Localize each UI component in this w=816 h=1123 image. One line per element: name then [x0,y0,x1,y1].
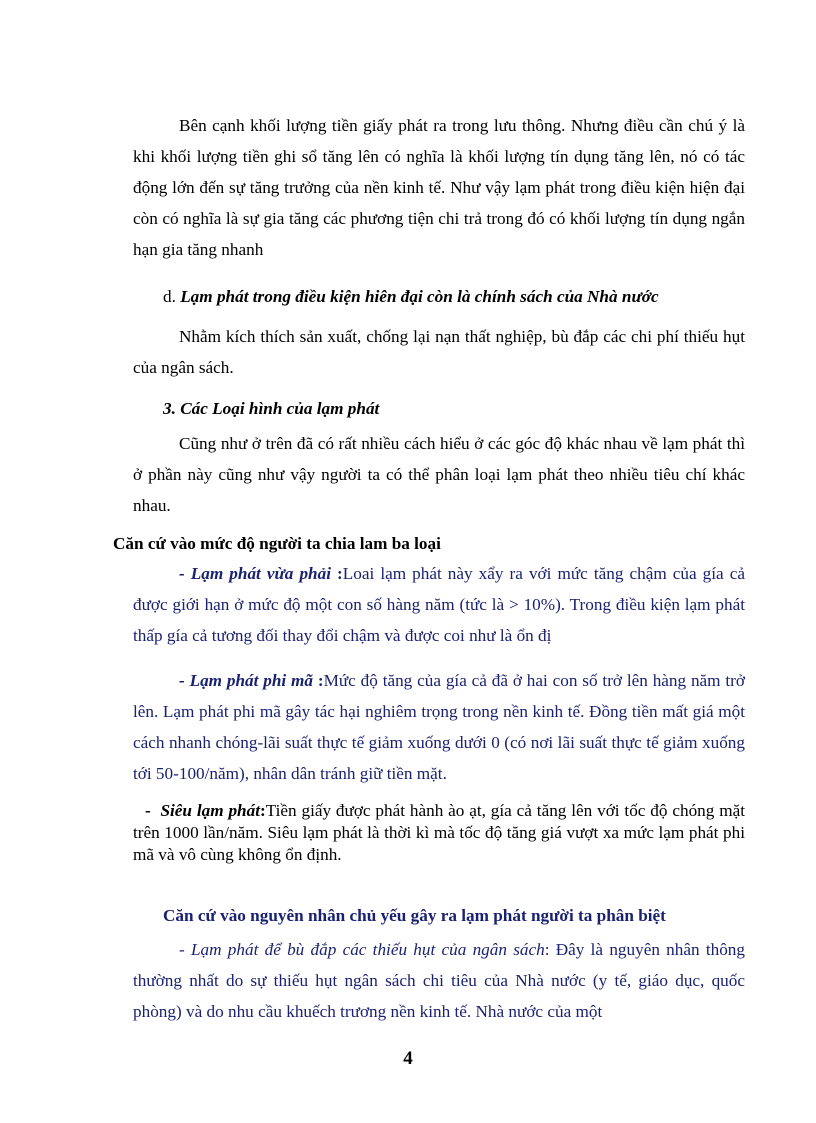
heading-section-d-prefix: d. [163,287,181,306]
heading-section-3 [163,393,745,424]
heading-section-d-title: Lạm phát trong điều kiện hiên đại còn là chính sách của Nhà nước [180,287,659,306]
paragraph-intro [133,110,745,265]
item-hyperinflation-sep: : [259,801,266,820]
item-hyperinflation-text: Tiền giấy được phát hành ào ạt, gía cả tăng lên với tốc độ chóng mặt trên 1000 lần/năm. Siêu lạm phát là thời kì mà tốc độ tăng giá vượt xa mức lạm phát phi mã và vô cùng không ổn định. [133,801,745,864]
item-moderate-inflation-text: Loai lạm phát này xẩy ra với mức tăng chậm của gía cả được giới hạn ở mức độ một con số hàng năm (tức là > 10%). Trong điều kiện lạm phát thấp gía cả tương đối thay đổi chậm và được coi như là ổn đị [133,564,745,645]
item-budget-deficit-label: - Lạm phát để bù đắp các thiếu hụt của ngân sách [179,940,545,959]
item-budget-deficit-inflation [133,934,745,1027]
item-hyperinflation [133,800,745,866]
paragraph-section-d-text: Nhằm kích thích sản xuất, chống lại nạn thất nghiệp, bù đắp các chi phí thiếu hụt của ngân sách. [133,327,745,377]
paragraph-section-d [133,321,745,383]
heading-by-level [113,531,745,557]
heading-by-level-text: Căn cứ vào mức độ người ta chia lam ba loại [113,534,441,553]
item-galloping-inflation-label: - Lạm phát phi mã [179,671,313,690]
heading-section-d [163,281,745,312]
item-moderate-inflation-label: - Lạm phát vừa phải [179,564,331,583]
item-galloping-inflation [133,665,745,789]
item-hyperinflation-label: Siêu lạm phát [160,801,260,820]
heading-by-cause-text: Căn cứ vào nguyên nhân chủ yếu gây ra lạm phát người ta phân biệt [163,906,666,925]
item-galloping-inflation-text: Mức độ tăng của gía cả đã ở hai con số trở lên hàng năm trở lên. Lạm phát phi mã gây tác hại nghiêm trọng trong nền kinh tế. Đồng tiền mất giá một cách nhanh chóng-lãi suất thực tế giảm xuống dưới 0 (có nơi lãi suất thực tế giảm xuống tới 50-100/năm), nhân dân tránh giữ tiền mặt. [133,671,745,783]
page-number: 4 [403,1048,413,1069]
heading-section-3-text: 3. Các Loại hình của lạm phát [163,399,380,418]
item-moderate-inflation-sep: : [330,564,343,583]
item-moderate-inflation [133,558,745,651]
paragraph-section-3-text: Cũng như ở trên đã có rất nhiều cách hiểu ở các góc độ khác nhau về lạm phát thì ở phần này cũng như vậy người ta có thể phân loại lạm phát theo nhiều tiêu chí khác nhau. [133,434,745,515]
heading-by-cause [163,900,763,931]
paragraph-section-3 [133,428,745,521]
item-hyperinflation-dash: - [145,801,151,820]
item-galloping-inflation-sep: : [313,671,324,690]
item-budget-deficit-text: Đây là nguyên nhân thông thường nhất do sự thiếu hụt ngân sách chi tiêu của Nhà nước (y tế, giáo dục, quốc phòng) và do nhu cầu khuếch trương nền kinh tế. Nhà nước của một [133,940,745,1021]
item-budget-deficit-sep: : [544,940,556,959]
paragraph-intro-text: Bên cạnh khối lượng tiền giấy phát ra trong lưu thông. Nhưng điều cần chú ý là khi khối lượng tiền ghi sổ tăng lên có nghĩa là khối lượng tín dụng tăng lên, nó có tác động lớn đến sự tăng trưởng của nền kinh tế. Như vậy lạm phát trong điều kiện hiện đại còn có nghĩa là sự gia tăng các phương tiện chi trả trong đó có khối lượng tín dụng ngắn hạn gia tăng nhanh [133,116,745,259]
